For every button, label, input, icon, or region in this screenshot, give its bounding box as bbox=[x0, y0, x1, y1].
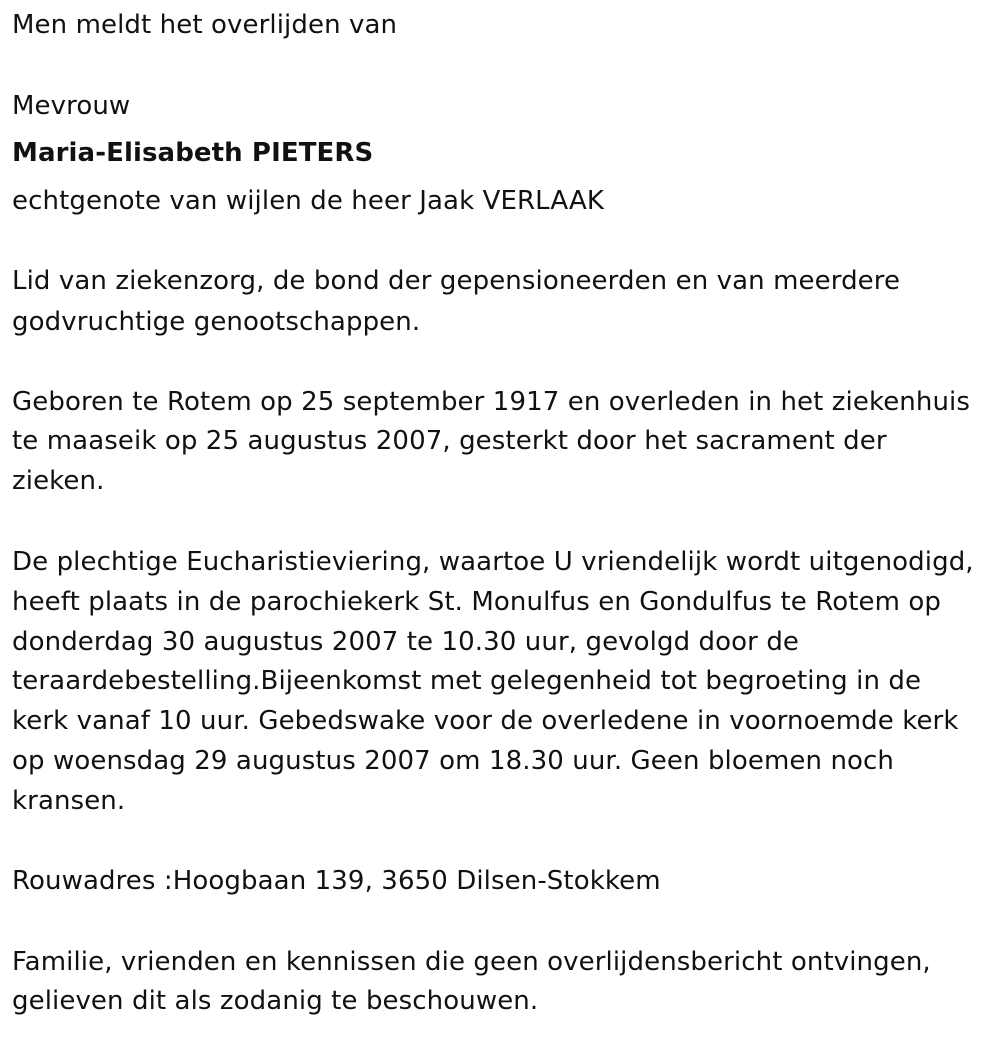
intro-text: Men meldt het overlijden van bbox=[12, 10, 398, 40]
ceremony-line: kerk vanaf 10 uur. Gebedswake voor de overledene in voornoemde kerk bbox=[12, 706, 959, 736]
ceremony-line: op woensdag 29 augustus 2007 om 18.30 uur. Geen bloemen noch bbox=[12, 746, 895, 776]
birth-death-line: te maaseik op 25 augustus 2007, gesterkt door het sacrament der bbox=[12, 426, 887, 456]
deceased-name: Maria-Elisabeth PIETERS bbox=[12, 138, 374, 168]
ceremony-line: De plechtige Eucharistieviering, waartoe U vriendelijk wordt uitgenodigd, bbox=[12, 547, 974, 577]
mourning-address: Rouwadres :Hoogbaan 139, 3650 Dilsen-Stokkem bbox=[12, 866, 661, 896]
membership-line: godvruchtige genootschappen. bbox=[12, 307, 421, 337]
ceremony-line: teraardebestelling.Bijeenkomst met gelegenheid tot begroeting in de bbox=[12, 666, 922, 696]
ceremony-line: kransen. bbox=[12, 786, 126, 816]
closing-line: gelieven dit als zodanig te beschouwen. bbox=[12, 986, 539, 1016]
spouse-text: echtgenote van wijlen de heer Jaak VERLAAK bbox=[12, 186, 604, 216]
birth-death-line: zieken. bbox=[12, 466, 105, 496]
ceremony-line: donderdag 30 augustus 2007 te 10.30 uur, gevolgd door de bbox=[12, 627, 800, 657]
birth-death-line: Geboren te Rotem op 25 september 1917 en overleden in het ziekenhuis bbox=[12, 387, 971, 417]
closing-line: Familie, vrienden en kennissen die geen overlijdensbericht ontvingen, bbox=[12, 947, 931, 977]
membership-line: Lid van ziekenzorg, de bond der gepensioneerden en van meerdere bbox=[12, 266, 901, 296]
salutation: Mevrouw bbox=[12, 91, 131, 121]
ceremony-line: heeft plaats in de parochiekerk St. Monulfus en Gondulfus te Rotem op bbox=[12, 587, 942, 617]
